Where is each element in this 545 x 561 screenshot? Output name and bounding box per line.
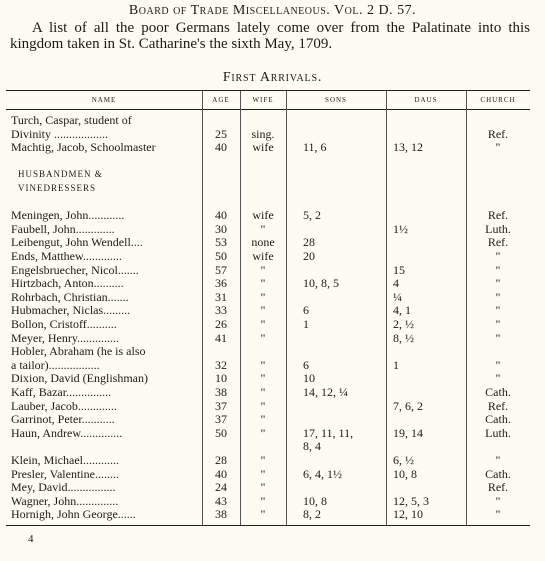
cell-name: Haun, Andrew.............. xyxy=(11,426,123,440)
cell-church xyxy=(471,182,525,195)
cell-wife: " xyxy=(260,263,266,277)
cell-sons: 17, 11, 11, xyxy=(303,426,354,440)
cell-name: Ends, Matthew............. xyxy=(11,250,122,263)
cell-sons xyxy=(303,454,383,467)
cell-wife: " xyxy=(260,358,266,372)
col-header-church: CHURCH xyxy=(480,96,516,104)
cell-church: Cath. xyxy=(485,413,511,427)
cell-sons: 10, 8, 5 xyxy=(303,277,339,291)
cell-age: 40 xyxy=(215,467,227,481)
cell-age: 41 xyxy=(215,331,227,345)
cell-wife: " xyxy=(260,426,266,440)
cell-sons xyxy=(303,196,383,209)
cell-daus: 13, 12 xyxy=(393,141,423,155)
cell-wife: " xyxy=(260,508,266,522)
cell-name: HUSBANDMEN & xyxy=(18,169,103,180)
cell-wife xyxy=(242,114,284,127)
cell-church xyxy=(471,345,525,358)
cell-age: 50 xyxy=(215,250,227,263)
cell-wife: " xyxy=(260,290,266,304)
cell-sons: 20 xyxy=(303,250,315,263)
table-row xyxy=(6,264,530,277)
cell-age: 31 xyxy=(215,290,227,304)
table-row xyxy=(6,332,530,345)
cell-sons: 6, 4, 1½ xyxy=(303,467,342,481)
cell-church: Ref. xyxy=(487,209,509,223)
cell-wife: " xyxy=(260,318,266,331)
table-row xyxy=(6,128,530,141)
cell-daus: 2, ½ xyxy=(393,318,414,331)
cell-sons xyxy=(303,168,383,181)
cell-sons xyxy=(303,291,383,304)
table-row xyxy=(6,182,530,195)
cell-church: " xyxy=(495,141,501,155)
cell-daus: 1½ xyxy=(393,222,408,236)
cell-church: Cath. xyxy=(485,467,511,481)
cell-church: " xyxy=(495,508,501,522)
table-row xyxy=(6,155,530,168)
cell-daus: ¼ xyxy=(393,290,402,304)
cell-age xyxy=(206,168,236,181)
table-header xyxy=(6,91,530,110)
cell-name: Hirtzbach, Anton.......... xyxy=(11,277,124,291)
table-row xyxy=(6,386,530,399)
table-row xyxy=(6,468,530,481)
table-row xyxy=(6,304,530,317)
cell-daus xyxy=(393,372,463,385)
cell-sons xyxy=(303,400,383,413)
running-header: Board of Trade Miscellaneous. Vol. 2 D. 57. xyxy=(128,3,417,18)
cell-name: a tailor)................. xyxy=(11,358,100,372)
table-row xyxy=(6,277,530,290)
cell-age: 32 xyxy=(215,358,227,372)
cell-wife: none xyxy=(251,236,275,250)
cell-age: 25 xyxy=(215,127,227,141)
table-row xyxy=(6,114,530,127)
cell-name: Hobler, Abraham (he is also xyxy=(11,345,146,359)
cell-wife xyxy=(242,168,284,181)
cell-name: Mey, David................ xyxy=(11,481,116,495)
cell-daus: 6, ½ xyxy=(393,454,414,467)
intro-paragraph: A list of all the poor Germans lately come over from the Palatinate into this kingdom taken in St. Catharine's the sixth May, 1709. xyxy=(10,20,530,52)
page-number: 4 xyxy=(28,533,34,545)
cell-age xyxy=(206,196,236,209)
cell-daus xyxy=(393,209,463,222)
table-row xyxy=(6,291,530,304)
table-row xyxy=(6,345,530,358)
cell-church: Ref. xyxy=(487,127,509,141)
cell-daus: 15 xyxy=(393,263,405,277)
table-row xyxy=(6,495,530,508)
cell-sons: 8, 2 xyxy=(303,508,321,522)
cell-age: 26 xyxy=(215,318,227,331)
cell-wife: " xyxy=(260,372,266,386)
cell-daus: 10, 8 xyxy=(393,467,417,481)
cell-daus: 12, 5, 3 xyxy=(393,494,429,508)
cell-church: Ref. xyxy=(487,236,509,250)
cell-church xyxy=(471,196,525,209)
cell-church: " xyxy=(495,263,501,277)
cell-church: " xyxy=(495,494,501,508)
cell-age xyxy=(206,182,236,195)
cell-age xyxy=(206,440,236,453)
cell-wife: " xyxy=(260,222,266,236)
cell-daus xyxy=(393,168,463,181)
col-header-age: AGE xyxy=(212,96,230,104)
table-row xyxy=(6,440,530,453)
cell-name: VINEDRESSERS xyxy=(18,183,97,193)
table-row xyxy=(6,141,530,154)
cell-name: Garrinot, Peter........... xyxy=(11,413,115,427)
cell-sons xyxy=(303,413,383,426)
cell-church: Ref. xyxy=(487,399,509,413)
cell-name: Klein, Michael............ xyxy=(11,454,119,467)
col-header-name: NAME xyxy=(91,96,117,104)
cell-daus xyxy=(393,236,463,249)
cell-age: 24 xyxy=(215,481,227,495)
cell-age: 30 xyxy=(215,222,227,236)
cell-age: 53 xyxy=(215,236,227,250)
cell-wife: " xyxy=(260,481,266,495)
cell-church xyxy=(471,155,525,168)
cell-age: 43 xyxy=(215,494,227,508)
cell-daus: 19, 14 xyxy=(393,426,423,440)
cell-age xyxy=(206,345,236,358)
cell-church: " xyxy=(495,290,501,304)
cell-daus: 4, 1 xyxy=(393,304,411,318)
cell-church xyxy=(471,168,525,181)
cell-sons: 10, 8 xyxy=(303,494,327,508)
cell-sons xyxy=(303,182,383,195)
table-row xyxy=(6,223,530,236)
cell-name xyxy=(11,196,201,209)
cell-sons: 10 xyxy=(303,372,315,386)
cell-sons xyxy=(303,128,383,141)
cell-age xyxy=(206,155,236,168)
cell-daus xyxy=(393,196,463,209)
cell-name: Machtig, Jacob, Schoolmaster xyxy=(11,141,156,155)
table-row xyxy=(6,413,530,426)
cell-sons xyxy=(303,332,383,345)
cell-church: " xyxy=(495,318,501,331)
cell-name: Hornigh, John George...... xyxy=(11,508,136,522)
cell-wife xyxy=(242,155,284,168)
cell-name xyxy=(11,440,201,453)
cell-church: " xyxy=(495,454,501,467)
cell-sons xyxy=(303,481,383,494)
cell-church: " xyxy=(495,358,501,372)
cell-sons xyxy=(303,223,383,236)
cell-daus: 8, ½ xyxy=(393,331,414,345)
cell-name: Lauber, Jacob............. xyxy=(11,399,117,413)
cell-daus: 1 xyxy=(393,358,399,372)
cell-church: " xyxy=(495,331,501,345)
cell-wife: " xyxy=(260,413,266,427)
cell-name: Hubmacher, Niclas......... xyxy=(11,304,131,318)
cell-name: Kaff, Bazar............... xyxy=(11,386,112,399)
cell-church: " xyxy=(495,277,501,291)
cell-daus xyxy=(393,182,463,195)
cell-wife: " xyxy=(260,454,266,467)
cell-church: " xyxy=(495,372,501,386)
table-row xyxy=(6,481,530,494)
cell-sons: 28 xyxy=(303,236,315,250)
cell-church xyxy=(471,440,525,453)
cell-wife: " xyxy=(260,399,266,413)
table-row xyxy=(6,196,530,209)
table-row xyxy=(6,454,530,467)
col-header-wife: WIFE xyxy=(252,96,274,104)
cell-daus xyxy=(393,155,463,168)
cell-wife: " xyxy=(260,467,266,481)
cell-wife: " xyxy=(260,331,266,345)
cell-church: Luth. xyxy=(485,426,511,440)
cell-age: 10 xyxy=(215,372,227,386)
section-title: First Arrivals. xyxy=(222,70,323,85)
cell-wife xyxy=(242,196,284,209)
cell-daus xyxy=(393,413,463,426)
cell-daus xyxy=(393,481,463,494)
cell-sons xyxy=(303,345,383,358)
cell-name: Meyer, Henry.............. xyxy=(11,331,120,345)
table-row xyxy=(6,372,530,385)
cell-name: Presler, Valentine........ xyxy=(11,467,119,481)
cell-church: Luth. xyxy=(485,222,511,236)
cell-church: Ref. xyxy=(487,481,509,495)
cell-age: 40 xyxy=(215,141,227,155)
cell-daus xyxy=(393,440,463,453)
cell-sons xyxy=(303,264,383,277)
cell-wife: " xyxy=(260,494,266,508)
cell-sons: 11, 6 xyxy=(303,141,327,155)
cell-daus xyxy=(393,250,463,263)
table-row xyxy=(6,250,530,263)
cell-church: Cath. xyxy=(485,386,511,399)
cell-wife: " xyxy=(260,304,266,318)
cell-daus xyxy=(393,345,463,358)
cell-daus xyxy=(393,386,463,399)
cell-name: Meningen, John............ xyxy=(11,209,125,223)
table-row xyxy=(6,236,530,249)
cell-sons xyxy=(303,114,383,127)
cell-daus: 4 xyxy=(393,277,399,291)
cell-daus xyxy=(393,128,463,141)
table-row xyxy=(6,209,530,222)
table-row xyxy=(6,427,530,440)
cell-name: Turch, Caspar, student of xyxy=(11,114,132,127)
cell-name: Dixion, David (Englishman) xyxy=(11,372,148,386)
cell-wife: " xyxy=(260,386,266,399)
cell-age: 40 xyxy=(215,209,227,223)
cell-name: Engelsbruecher, Nicol....... xyxy=(11,263,139,277)
cell-sons: 14, 12, ¼ xyxy=(303,386,348,399)
cell-age: 33 xyxy=(215,304,227,318)
cell-sons: 1 xyxy=(303,318,309,331)
cell-age: 38 xyxy=(215,508,227,522)
cell-sons: 6 xyxy=(303,304,309,318)
cell-sons: 5, 2 xyxy=(303,209,321,223)
cell-sons: 6 xyxy=(303,358,309,372)
cell-wife: " xyxy=(260,277,266,291)
cell-name: Rohrbach, Christian....... xyxy=(11,290,129,304)
cell-church: " xyxy=(495,250,501,263)
cell-age: 57 xyxy=(215,263,227,277)
cell-name: Divinity .................. xyxy=(11,127,109,141)
cell-sons: 8, 4 xyxy=(303,440,321,454)
table-row xyxy=(6,168,530,181)
cell-name: Faubell, John............. xyxy=(11,222,115,236)
table-row xyxy=(6,400,530,413)
cell-wife xyxy=(242,182,284,195)
cell-church xyxy=(471,114,525,127)
cell-name xyxy=(11,155,201,168)
cell-age: 36 xyxy=(215,277,227,291)
cell-name: Wagner, John.............. xyxy=(11,494,119,508)
cell-age: 37 xyxy=(215,413,227,427)
col-header-sons: SONS xyxy=(325,96,347,104)
cell-wife: wife xyxy=(252,141,274,155)
cell-name: Leibengut, John Wendell.... xyxy=(11,236,143,250)
cell-wife xyxy=(242,345,284,358)
cell-wife: wife xyxy=(252,250,274,263)
cell-age: 38 xyxy=(215,386,227,399)
col-header-daus: DAUS xyxy=(414,96,438,104)
cell-name: Bollon, Cristoff.......... xyxy=(11,318,117,331)
cell-age xyxy=(206,114,236,127)
table-row xyxy=(6,508,530,521)
cell-sons xyxy=(303,155,383,168)
cell-wife: wife xyxy=(252,209,274,223)
cell-church: " xyxy=(495,304,501,318)
cell-daus: 12, 10 xyxy=(393,508,423,522)
cell-age: 50 xyxy=(215,426,227,440)
cell-daus: 7, 6, 2 xyxy=(393,399,423,413)
cell-age: 37 xyxy=(215,399,227,413)
cell-age: 28 xyxy=(215,454,227,467)
arrivals-table xyxy=(6,90,530,526)
cell-wife xyxy=(242,440,284,453)
table-row xyxy=(6,359,530,372)
cell-daus xyxy=(393,114,463,127)
cell-wife: sing. xyxy=(251,127,275,141)
table-row xyxy=(6,318,530,331)
